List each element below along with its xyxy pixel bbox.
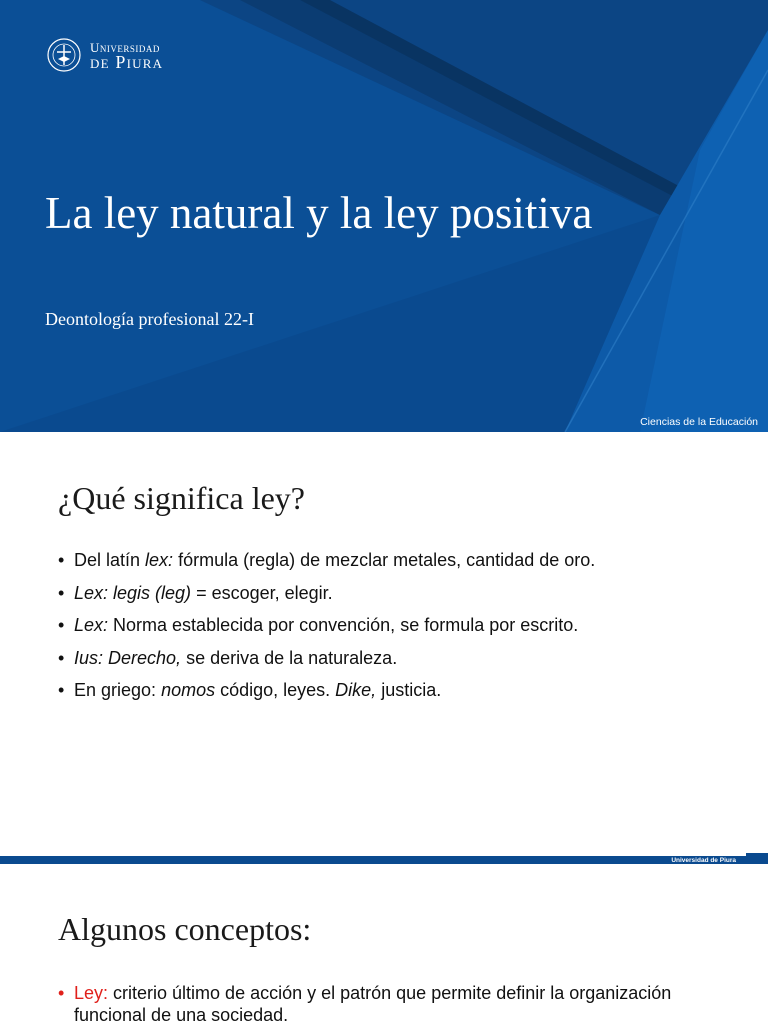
concept-list [58, 982, 698, 1024]
slide-algunos-conceptos [0, 864, 768, 1024]
bullet-list [58, 550, 595, 713]
list-item: • Lex: Norma establecida por convención, se formula por escrito. [58, 615, 579, 635]
footer-bar [0, 856, 768, 864]
concept-definition: criterio último de acción y el patrón que permite definir la organización funcional de una sociedad. [74, 983, 672, 1024]
slide-que-significa-ley [0, 432, 768, 864]
university-logo [46, 32, 163, 78]
presentation-subtitle: Deontología profesional 22-I [45, 309, 254, 329]
concept-term: Ley: [74, 983, 109, 1003]
logo-line-1: Universidad [90, 40, 160, 55]
bullet-icon: • [58, 615, 65, 635]
logo-line-2: de Piura [90, 52, 164, 72]
list-item: • Lex: legis (leg) = escoger, elegir. [58, 582, 333, 603]
footer-university-label: Universidad de Piura [671, 857, 736, 864]
bullet-icon: • [58, 550, 65, 570]
bullet-icon: • [58, 647, 65, 668]
bullet-icon: • [58, 582, 65, 603]
list-item: • En griego: nomos código, leyes. Dike, justicia. [58, 680, 442, 700]
bullet-icon: • [58, 680, 65, 700]
slide-heading: ¿Qué significa ley? [58, 480, 305, 516]
title-slide [0, 0, 768, 432]
university-seal-icon [46, 32, 82, 78]
faculty-label: Ciencias de la Educación [640, 416, 758, 428]
list-item [58, 982, 698, 1024]
presentation-title: La ley natural y la ley positiva [45, 188, 593, 238]
bullet-icon: • [58, 983, 65, 1003]
list-item: • Ius: Derecho, se deriva de la naturaleza. [58, 647, 398, 668]
list-item: • Del latín lex: fórmula (regla) de mezclar metales, cantidad de oro. [58, 550, 596, 570]
slide-heading: Algunos conceptos: [58, 911, 312, 947]
